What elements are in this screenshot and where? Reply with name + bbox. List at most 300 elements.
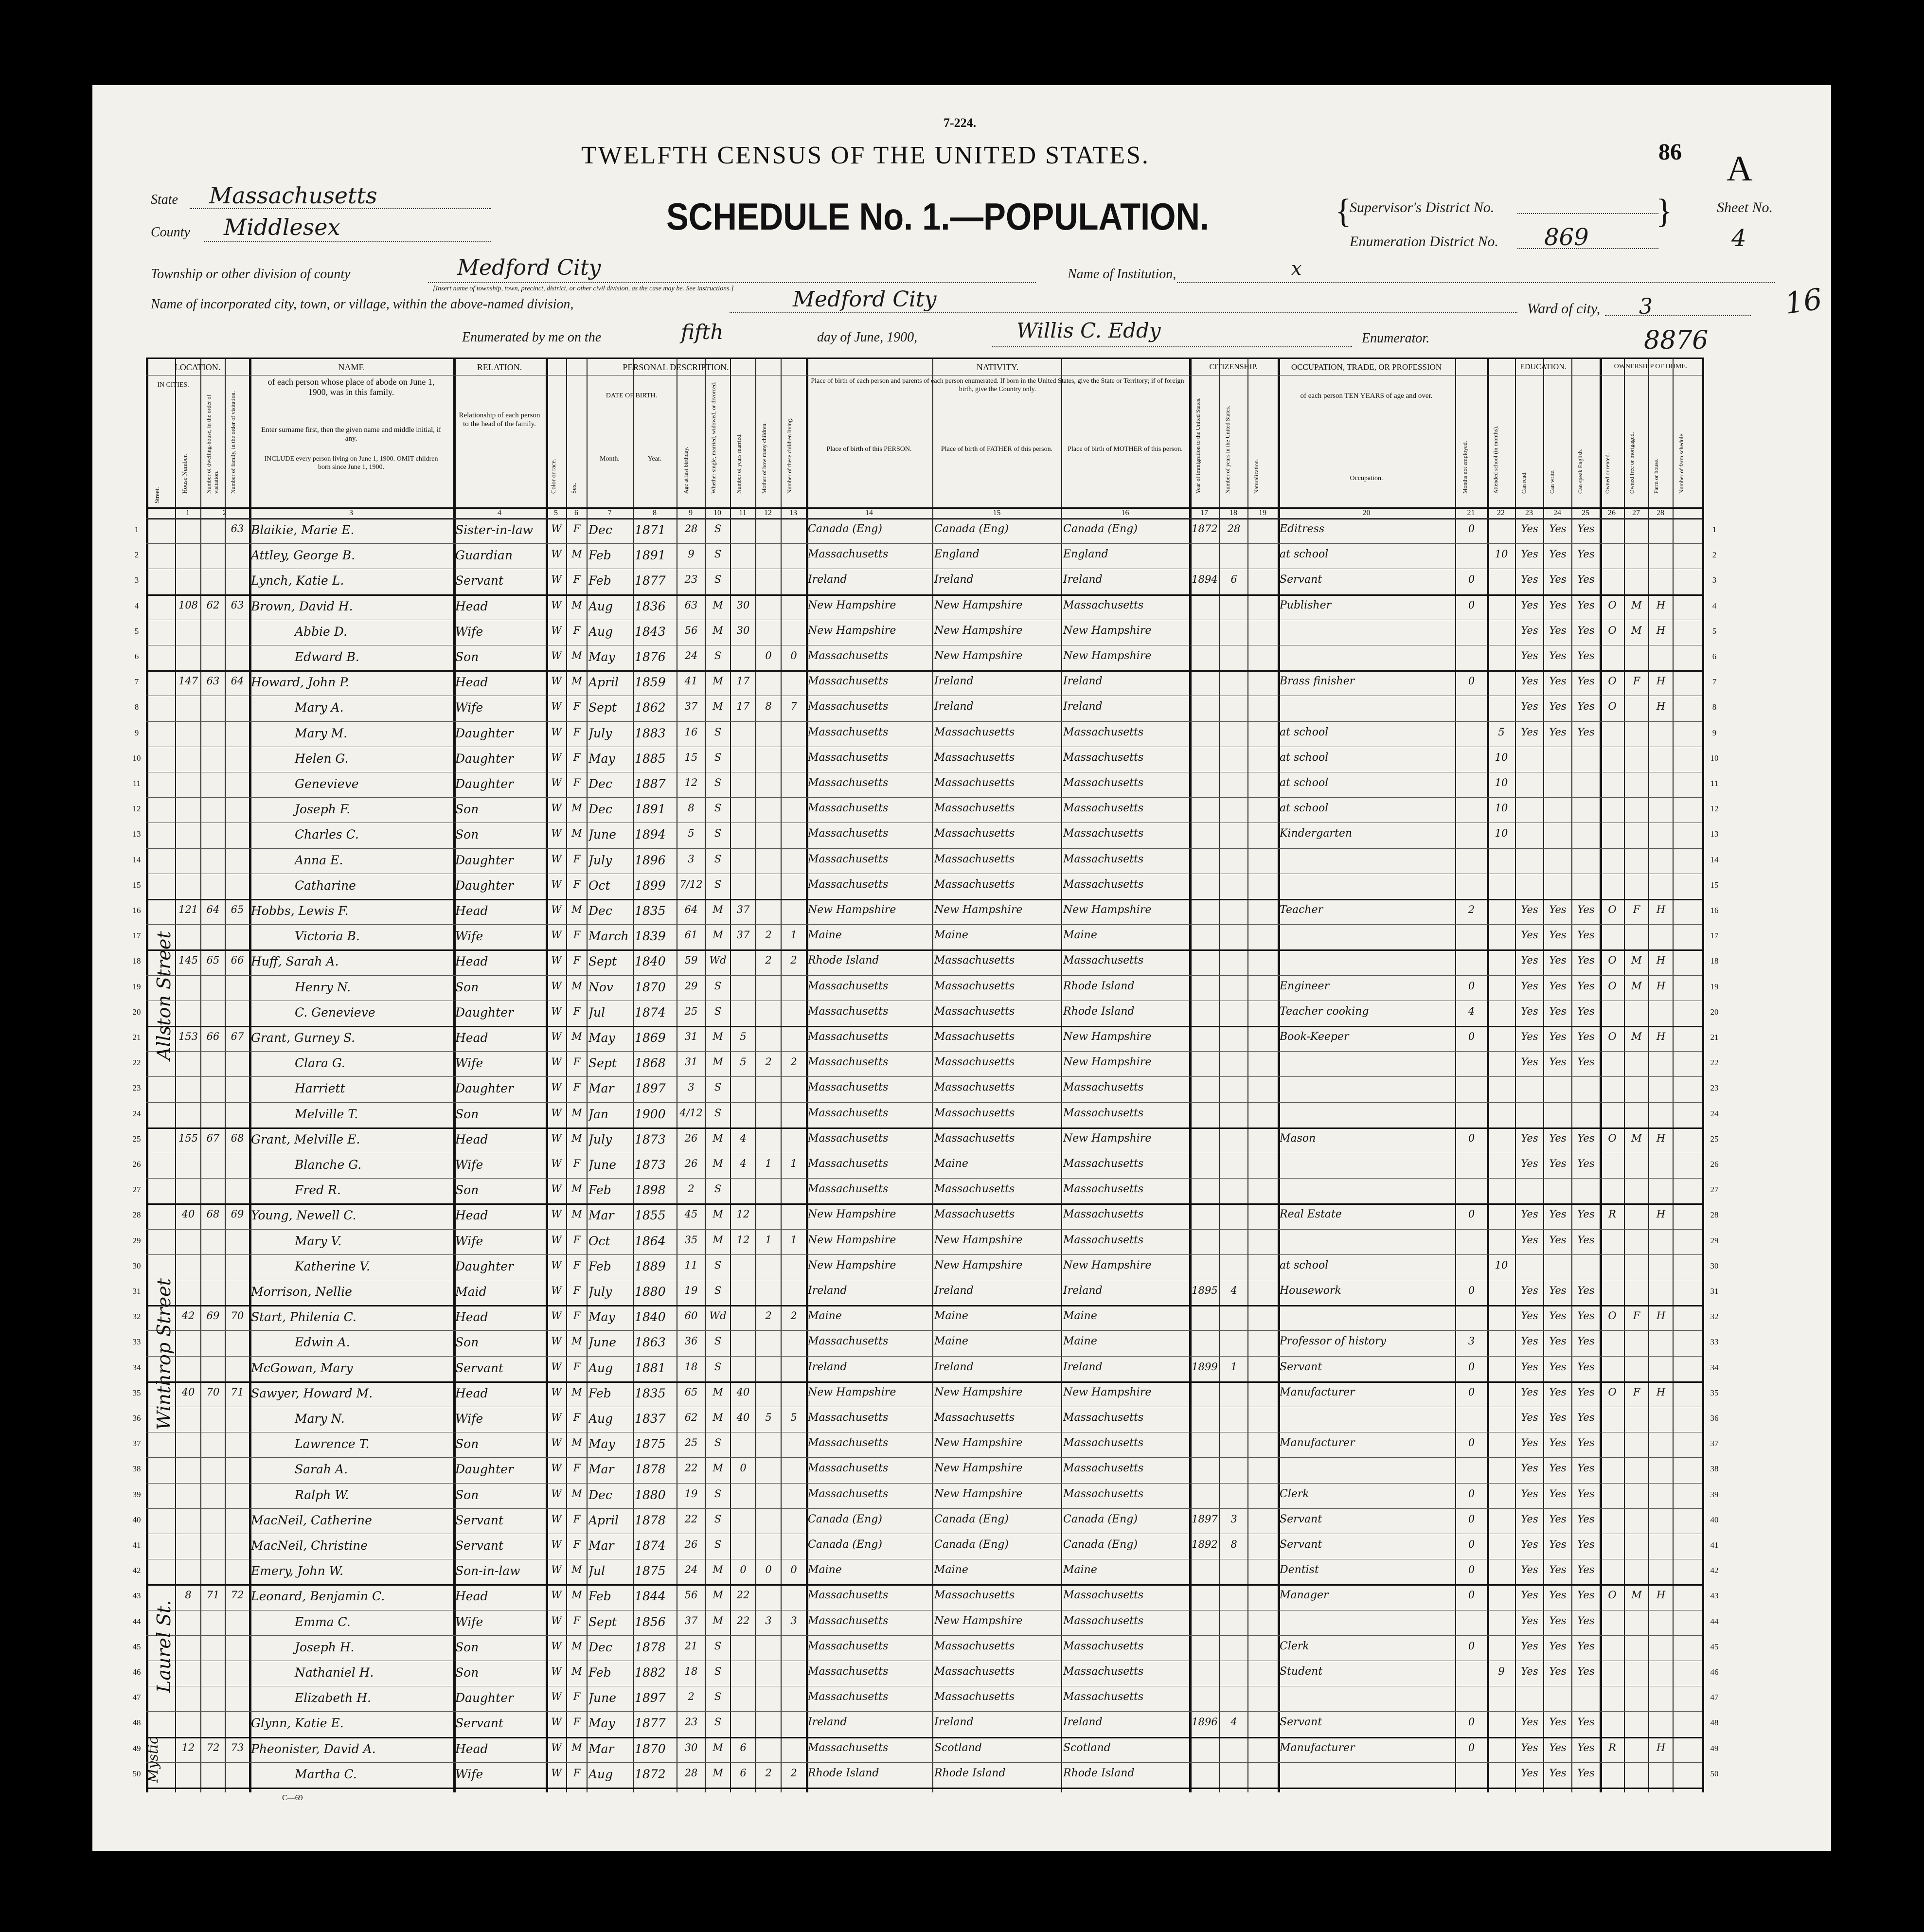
cell-occ: at school [1280, 751, 1329, 764]
cell-own: R [1608, 1741, 1616, 1753]
cell-unemp: 0 [1468, 1208, 1475, 1220]
column-divider [1455, 358, 1456, 1792]
cell-occ: Servant [1280, 1538, 1322, 1551]
cell-month: Mar [588, 1538, 614, 1553]
cell-write: Yes [1549, 954, 1567, 966]
cell-speak: Yes [1577, 1462, 1595, 1474]
column-divider [730, 358, 731, 1792]
cell-sex: M [571, 1564, 582, 1576]
cell-age: 5 [688, 827, 695, 840]
cell-year: 1897 [635, 1691, 666, 1705]
cell-sex: M [571, 802, 582, 814]
column-divider [1278, 358, 1280, 1792]
cell-family: 64 [231, 675, 244, 687]
cell-age: 61 [684, 929, 698, 941]
cell-write: Yes [1549, 1056, 1567, 1068]
cell-write: Yes [1549, 1208, 1567, 1220]
cell-occ: Publisher [1280, 599, 1332, 611]
cell-month: Feb [588, 1665, 611, 1680]
cell-color: W [551, 650, 562, 662]
cell-sex: F [573, 573, 581, 586]
cell-speak: Yes [1577, 1487, 1595, 1500]
header-year: Year. [647, 455, 662, 463]
cell-pobm: Scotland [1063, 1741, 1111, 1754]
line-number: 46 [1710, 1667, 1719, 1677]
cell-pobm: Massachusetts [1063, 1437, 1144, 1449]
cell-own: O [1608, 954, 1617, 966]
cell-name: Anna E. [295, 853, 343, 867]
cell-color: W [551, 1767, 562, 1779]
cell-read: Yes [1521, 1589, 1538, 1601]
cell-age: 37 [684, 1614, 698, 1627]
cell-speak: Yes [1577, 573, 1595, 586]
cell-pobf: Ireland [934, 1285, 974, 1297]
cell-name: Nathaniel H. [295, 1665, 374, 1680]
cell-relation: Son [455, 1665, 479, 1680]
cell-pobf: Maine [934, 929, 968, 942]
street-name-winthrop: Winthrop Street [153, 1278, 175, 1430]
cell-read: Yes [1521, 1741, 1538, 1753]
cell-dwelling: 62 [206, 599, 220, 611]
row-divider [146, 1762, 1702, 1763]
column-number: 20 [1362, 509, 1371, 517]
cell-pobm: New Hampshire [1063, 1259, 1152, 1271]
cell-write: Yes [1549, 1614, 1567, 1627]
line-number: 28 [1710, 1210, 1719, 1220]
line-number-left: 50 [132, 1769, 141, 1778]
line-number: 9 [1712, 728, 1717, 737]
cell-pobf: Massachusetts [934, 777, 1015, 789]
cell-read: Yes [1521, 1031, 1538, 1042]
cell-own: O [1608, 980, 1617, 992]
header-citizenship: CITIZENSHIP. [1209, 363, 1258, 371]
cell-speak: Yes [1577, 675, 1595, 687]
cell-free: F [1633, 1386, 1640, 1398]
cell-name: Helen G. [295, 751, 349, 766]
cell-month: Jul [588, 1564, 606, 1578]
line-number: 24 [1710, 1109, 1719, 1118]
column-number: 9 [689, 509, 693, 517]
cell-pobm: Maine [1063, 1564, 1097, 1576]
cell-speak: Yes [1577, 1005, 1595, 1017]
cell-color: W [551, 1183, 562, 1195]
enumerated-suffix: day of June, 1900, [817, 330, 918, 345]
cell-pobf: Canada (Eng) [934, 1538, 1009, 1551]
cell-pobm: New Hampshire [1063, 1031, 1152, 1043]
cell-marital: M [713, 1767, 723, 1779]
cell-sex: M [571, 980, 582, 992]
cell-pobm: Ireland [1063, 1716, 1103, 1729]
column-divider [705, 358, 706, 1792]
cell-age: 41 [684, 675, 698, 687]
cell-speak: Yes [1577, 1412, 1595, 1423]
cell-write: Yes [1549, 1741, 1567, 1753]
cell-marital: S [714, 853, 722, 865]
cell-write: Yes [1549, 599, 1567, 611]
column-number: 3 [349, 509, 353, 517]
cell-name: Clara G. [295, 1056, 345, 1071]
cell-pob: New Hampshire [808, 1234, 896, 1246]
cell-relation: Son [455, 802, 479, 817]
street-name-allston: Allston Street [153, 931, 175, 1060]
cell-month: Aug [588, 599, 613, 613]
cell-imm: 1896 [1192, 1716, 1218, 1728]
header-in-cities: IN CITIES. [157, 381, 189, 389]
cell-living: 1 [790, 1234, 797, 1246]
cell-sex: F [573, 523, 581, 535]
cell-pobf: Massachusetts [934, 1005, 1015, 1018]
column-divider [806, 358, 808, 1792]
cell-year: 1871 [635, 523, 666, 537]
cell-month: Jan [588, 1107, 609, 1121]
cell-year: 1874 [635, 1538, 666, 1553]
cell-speak: Yes [1577, 523, 1595, 535]
cell-pob: Massachusetts [808, 1437, 889, 1449]
cell-pob: Massachusetts [808, 1005, 889, 1018]
cell-unemp: 0 [1468, 1640, 1475, 1652]
cell-age: 26 [684, 1538, 698, 1550]
line-number-left: 9 [134, 728, 139, 737]
cell-age: 37 [684, 700, 698, 713]
ward-underline [1605, 315, 1751, 316]
row-divider [146, 1178, 1702, 1179]
state-label: State [151, 192, 178, 207]
cell-relation: Daughter [455, 1259, 514, 1273]
line-number: 7 [1712, 677, 1717, 687]
cell-read: Yes [1521, 548, 1538, 560]
cell-sex: F [573, 1081, 581, 1093]
cell-relation: Daughter [455, 751, 514, 766]
cell-speak: Yes [1577, 1437, 1595, 1449]
cell-pobm: Ireland [1063, 1285, 1103, 1297]
cell-month: Sept [588, 1056, 617, 1071]
cell-read: Yes [1521, 1513, 1538, 1525]
cell-relation: Guardian [455, 548, 513, 563]
cell-read: Yes [1521, 1716, 1538, 1728]
cell-color: W [551, 700, 562, 713]
cell-age: 28 [684, 1767, 698, 1779]
line-number: 16 [1710, 906, 1719, 915]
cell-pobf: New Hampshire [934, 1462, 1023, 1475]
cell-age: 25 [684, 1437, 698, 1449]
cell-read: Yes [1521, 650, 1538, 662]
cell-pobm: New Hampshire [1063, 1056, 1152, 1069]
cell-marital: M [713, 1589, 723, 1601]
cell-yrs: 3 [1230, 1513, 1237, 1525]
cell-color: W [551, 1487, 562, 1500]
cell-age: 19 [684, 1487, 698, 1500]
line-number: 3 [1712, 575, 1717, 585]
cell-occ: Manufacturer [1280, 1386, 1355, 1398]
cell-year: 1891 [635, 802, 666, 817]
cell-pobm: Massachusetts [1063, 1081, 1144, 1094]
column-number: 12 [764, 509, 772, 517]
cell-marital: S [714, 827, 722, 840]
cell-month: Feb [588, 1386, 611, 1400]
cell-school: 10 [1495, 751, 1508, 763]
cell-month: Aug [588, 1412, 613, 1426]
cell-marital: M [713, 1412, 723, 1423]
cell-marital: M [713, 1208, 723, 1220]
cell-sex: F [573, 1691, 581, 1703]
cell-yrs: 28 [1227, 523, 1241, 535]
cell-relation: Son-in-law [455, 1564, 520, 1578]
cell-age: 26 [684, 1132, 698, 1144]
cell-sex: F [573, 726, 581, 738]
cell-name: Joseph F. [295, 802, 351, 817]
cell-color: W [551, 1462, 562, 1474]
cell-unemp: 0 [1468, 1538, 1475, 1550]
line-number-left: 24 [132, 1109, 141, 1118]
line-number-left: 8 [134, 702, 139, 712]
cell-relation: Servant [455, 1716, 504, 1731]
cell-pobf: New Hampshire [934, 599, 1023, 611]
cell-living: 1 [790, 1158, 797, 1169]
cell-own: O [1608, 675, 1617, 687]
cell-relation: Daughter [455, 853, 514, 867]
cell-sex: F [573, 777, 581, 788]
cell-own: R [1608, 1208, 1616, 1220]
cell-pobf: Massachusetts [934, 954, 1015, 967]
cell-ym: 22 [736, 1614, 750, 1627]
cell-farm: H [1656, 904, 1666, 915]
cell-age: 8 [688, 802, 695, 814]
cell-ym: 30 [736, 599, 750, 611]
cell-marital: S [714, 1665, 722, 1677]
cell-pobm: New Hampshire [1063, 1132, 1152, 1145]
cell-year: 1869 [635, 1031, 666, 1045]
column-number: 27 [1632, 509, 1640, 517]
cell-marital: S [714, 1640, 722, 1652]
cell-age: 3 [688, 1081, 695, 1093]
cell-sex: F [573, 1513, 581, 1525]
cell-unemp: 0 [1468, 573, 1475, 586]
cell-sex: F [573, 1259, 581, 1271]
header-divider [146, 358, 1702, 359]
cell-year: 1864 [635, 1234, 666, 1248]
column-divider [633, 358, 634, 1792]
cell-write: Yes [1549, 980, 1567, 992]
cell-month: Dec [588, 1640, 612, 1654]
cell-own: O [1608, 904, 1617, 915]
cell-color: W [551, 954, 562, 966]
cell-ym: 40 [736, 1412, 750, 1423]
cell-speak: Yes [1577, 1360, 1595, 1373]
cell-relation: Head [455, 1310, 488, 1324]
cell-age: 59 [684, 954, 698, 966]
cell-year: 1876 [635, 650, 666, 664]
cell-write: Yes [1549, 1665, 1567, 1677]
cell-year: 1899 [635, 878, 666, 893]
cell-color: W [551, 1310, 562, 1322]
cell-pobf: Massachusetts [934, 1412, 1015, 1424]
cell-marital: S [714, 650, 722, 662]
cell-relation: Daughter [455, 1462, 514, 1477]
cell-name: Martha C. [295, 1767, 357, 1781]
cell-speak: Yes [1577, 1767, 1595, 1779]
cell-color: W [551, 1005, 562, 1017]
cell-month: April [588, 675, 619, 690]
cell-color: W [551, 1640, 562, 1652]
line-number-left: 26 [132, 1160, 141, 1169]
cell-pobm: Massachusetts [1063, 1208, 1144, 1221]
cell-occ: Brass finisher [1280, 675, 1355, 688]
cell-living: 1 [790, 929, 797, 941]
cell-farm: H [1656, 1589, 1666, 1601]
line-number: 45 [1710, 1642, 1719, 1651]
row-divider [146, 1127, 1702, 1129]
cell-write: Yes [1549, 1310, 1567, 1322]
cell-marital: M [713, 599, 723, 611]
cell-read: Yes [1521, 980, 1538, 992]
cell-pob: Massachusetts [808, 1462, 889, 1475]
cell-pob: Ireland [808, 1285, 847, 1297]
enumeration-label: Enumeration District No. [1350, 233, 1498, 250]
cell-pob: Massachusetts [808, 675, 889, 688]
county-value: Middlesex [224, 214, 340, 240]
column-number: 14 [865, 509, 873, 517]
cell-year: 1897 [635, 1081, 666, 1096]
cell-write: Yes [1549, 624, 1567, 636]
cell-month: Aug [588, 1360, 613, 1375]
cell-marital: S [714, 1691, 722, 1703]
cell-pobf: New Hampshire [934, 650, 1023, 662]
cell-month: Aug [588, 1767, 613, 1781]
cell-pob: Massachusetts [808, 1107, 889, 1119]
cell-pobm: Massachusetts [1063, 1487, 1144, 1500]
cell-pobf: Massachusetts [934, 1132, 1015, 1145]
cell-pobm: Massachusetts [1063, 777, 1144, 789]
cell-name: Catharine [295, 878, 356, 893]
column-number: 11 [739, 509, 747, 517]
cell-name: Fred R. [295, 1183, 341, 1198]
cell-name: Emery, John W. [251, 1564, 343, 1578]
cell-color: W [551, 573, 562, 586]
cell-pob: Massachusetts [808, 1132, 889, 1145]
cell-pobf: Ireland [934, 573, 974, 586]
cell-month: Oct [588, 878, 610, 893]
enumeration-value: 869 [1544, 224, 1589, 251]
cell-year: 1844 [635, 1589, 666, 1604]
header-sex: Sex. [570, 483, 577, 494]
row-divider [146, 1102, 1702, 1103]
cell-pobf: Massachusetts [934, 1107, 1015, 1119]
cell-name: Genevieve [295, 777, 359, 791]
cell-marital: S [714, 980, 722, 992]
cell-unemp: 0 [1468, 1487, 1475, 1500]
cell-farm: H [1656, 1132, 1666, 1144]
column-divider [1648, 358, 1649, 1792]
cell-pobf: Massachusetts [934, 751, 1015, 764]
cell-pob: Ireland [808, 573, 847, 586]
cell-pob: Massachusetts [808, 1081, 889, 1094]
line-number: 27 [1710, 1185, 1719, 1195]
line-number: 19 [1710, 982, 1719, 991]
cell-year: 1862 [635, 700, 666, 715]
header-education: EDUCATION. [1520, 363, 1567, 371]
cell-relation: Son [455, 1487, 479, 1502]
line-number-left: 19 [132, 982, 141, 991]
cell-sex: F [573, 1360, 581, 1373]
cell-free: F [1633, 1310, 1640, 1322]
cell-pobm: Maine [1063, 1310, 1097, 1323]
cell-pobf: Maine [934, 1310, 968, 1323]
cell-read: Yes [1521, 1767, 1538, 1779]
cell-unemp: 0 [1468, 1589, 1475, 1601]
line-number-left: 43 [132, 1591, 141, 1601]
cell-house: 153 [178, 1031, 198, 1042]
cell-color: W [551, 980, 562, 992]
cell-relation: Daughter [455, 1081, 514, 1096]
cell-month: Jul [588, 1005, 606, 1020]
cell-speak: Yes [1577, 1310, 1595, 1322]
cell-color: W [551, 1234, 562, 1246]
header-nativity: NATIVITY. [976, 362, 1019, 372]
header-family-order: Number of family, in the order of visitation. [230, 391, 236, 494]
cell-write: Yes [1549, 523, 1567, 535]
line-number: 36 [1710, 1413, 1719, 1423]
header-farm-schedule: Number of farm schedule. [1678, 432, 1685, 494]
cell-family: 70 [231, 1310, 244, 1322]
cell-yrs: 6 [1230, 573, 1237, 586]
header-children-living: Number of these children living. [786, 417, 793, 494]
cell-read: Yes [1521, 1158, 1538, 1169]
cell-pobm: Maine [1063, 1335, 1097, 1348]
cell-unemp: 0 [1468, 1716, 1475, 1728]
cell-speak: Yes [1577, 1208, 1595, 1220]
cell-write: Yes [1549, 1513, 1567, 1525]
cell-age: 16 [684, 726, 698, 738]
cell-imm: 1894 [1192, 573, 1218, 586]
cell-relation: Wife [455, 1767, 483, 1781]
sheet-label: Sheet No. [1717, 199, 1773, 215]
line-number: 1 [1712, 525, 1717, 534]
cell-speak: Yes [1577, 1564, 1595, 1576]
cell-pobm: New Hampshire [1063, 1386, 1152, 1398]
cell-unemp: 0 [1468, 1741, 1475, 1753]
cell-name: Lawrence T. [295, 1437, 370, 1451]
cell-speak: Yes [1577, 1335, 1595, 1347]
cell-month: April [588, 1513, 619, 1527]
stamp-number: 8876 [1644, 326, 1709, 355]
line-number: 44 [1710, 1616, 1719, 1626]
cell-living: 2 [790, 1767, 797, 1779]
cell-age: 21 [684, 1640, 698, 1652]
cell-month: Aug [588, 624, 613, 639]
cell-farm: H [1656, 624, 1666, 636]
line-number-left: 45 [132, 1642, 141, 1651]
cell-living: 2 [790, 1056, 797, 1068]
cell-color: W [551, 827, 562, 840]
line-number-left: 49 [132, 1743, 141, 1753]
cell-pobf: Canada (Eng) [934, 523, 1009, 535]
cell-mother: 2 [765, 1056, 772, 1068]
cell-pobm: Massachusetts [1063, 954, 1144, 967]
column-divider [546, 358, 548, 1792]
cell-own: O [1608, 624, 1617, 636]
cell-sex: M [571, 1107, 582, 1119]
cell-read: Yes [1521, 1538, 1538, 1550]
cell-sex: F [573, 1285, 581, 1296]
cell-color: W [551, 1285, 562, 1296]
column-divider [1543, 358, 1544, 1792]
line-number-left: 44 [132, 1616, 141, 1626]
cell-pob: Massachusetts [808, 980, 889, 992]
cell-name: Pheonister, David A. [251, 1741, 376, 1756]
cell-read: Yes [1521, 675, 1538, 687]
cell-month: Dec [588, 523, 612, 537]
cell-farm: H [1656, 1386, 1666, 1398]
